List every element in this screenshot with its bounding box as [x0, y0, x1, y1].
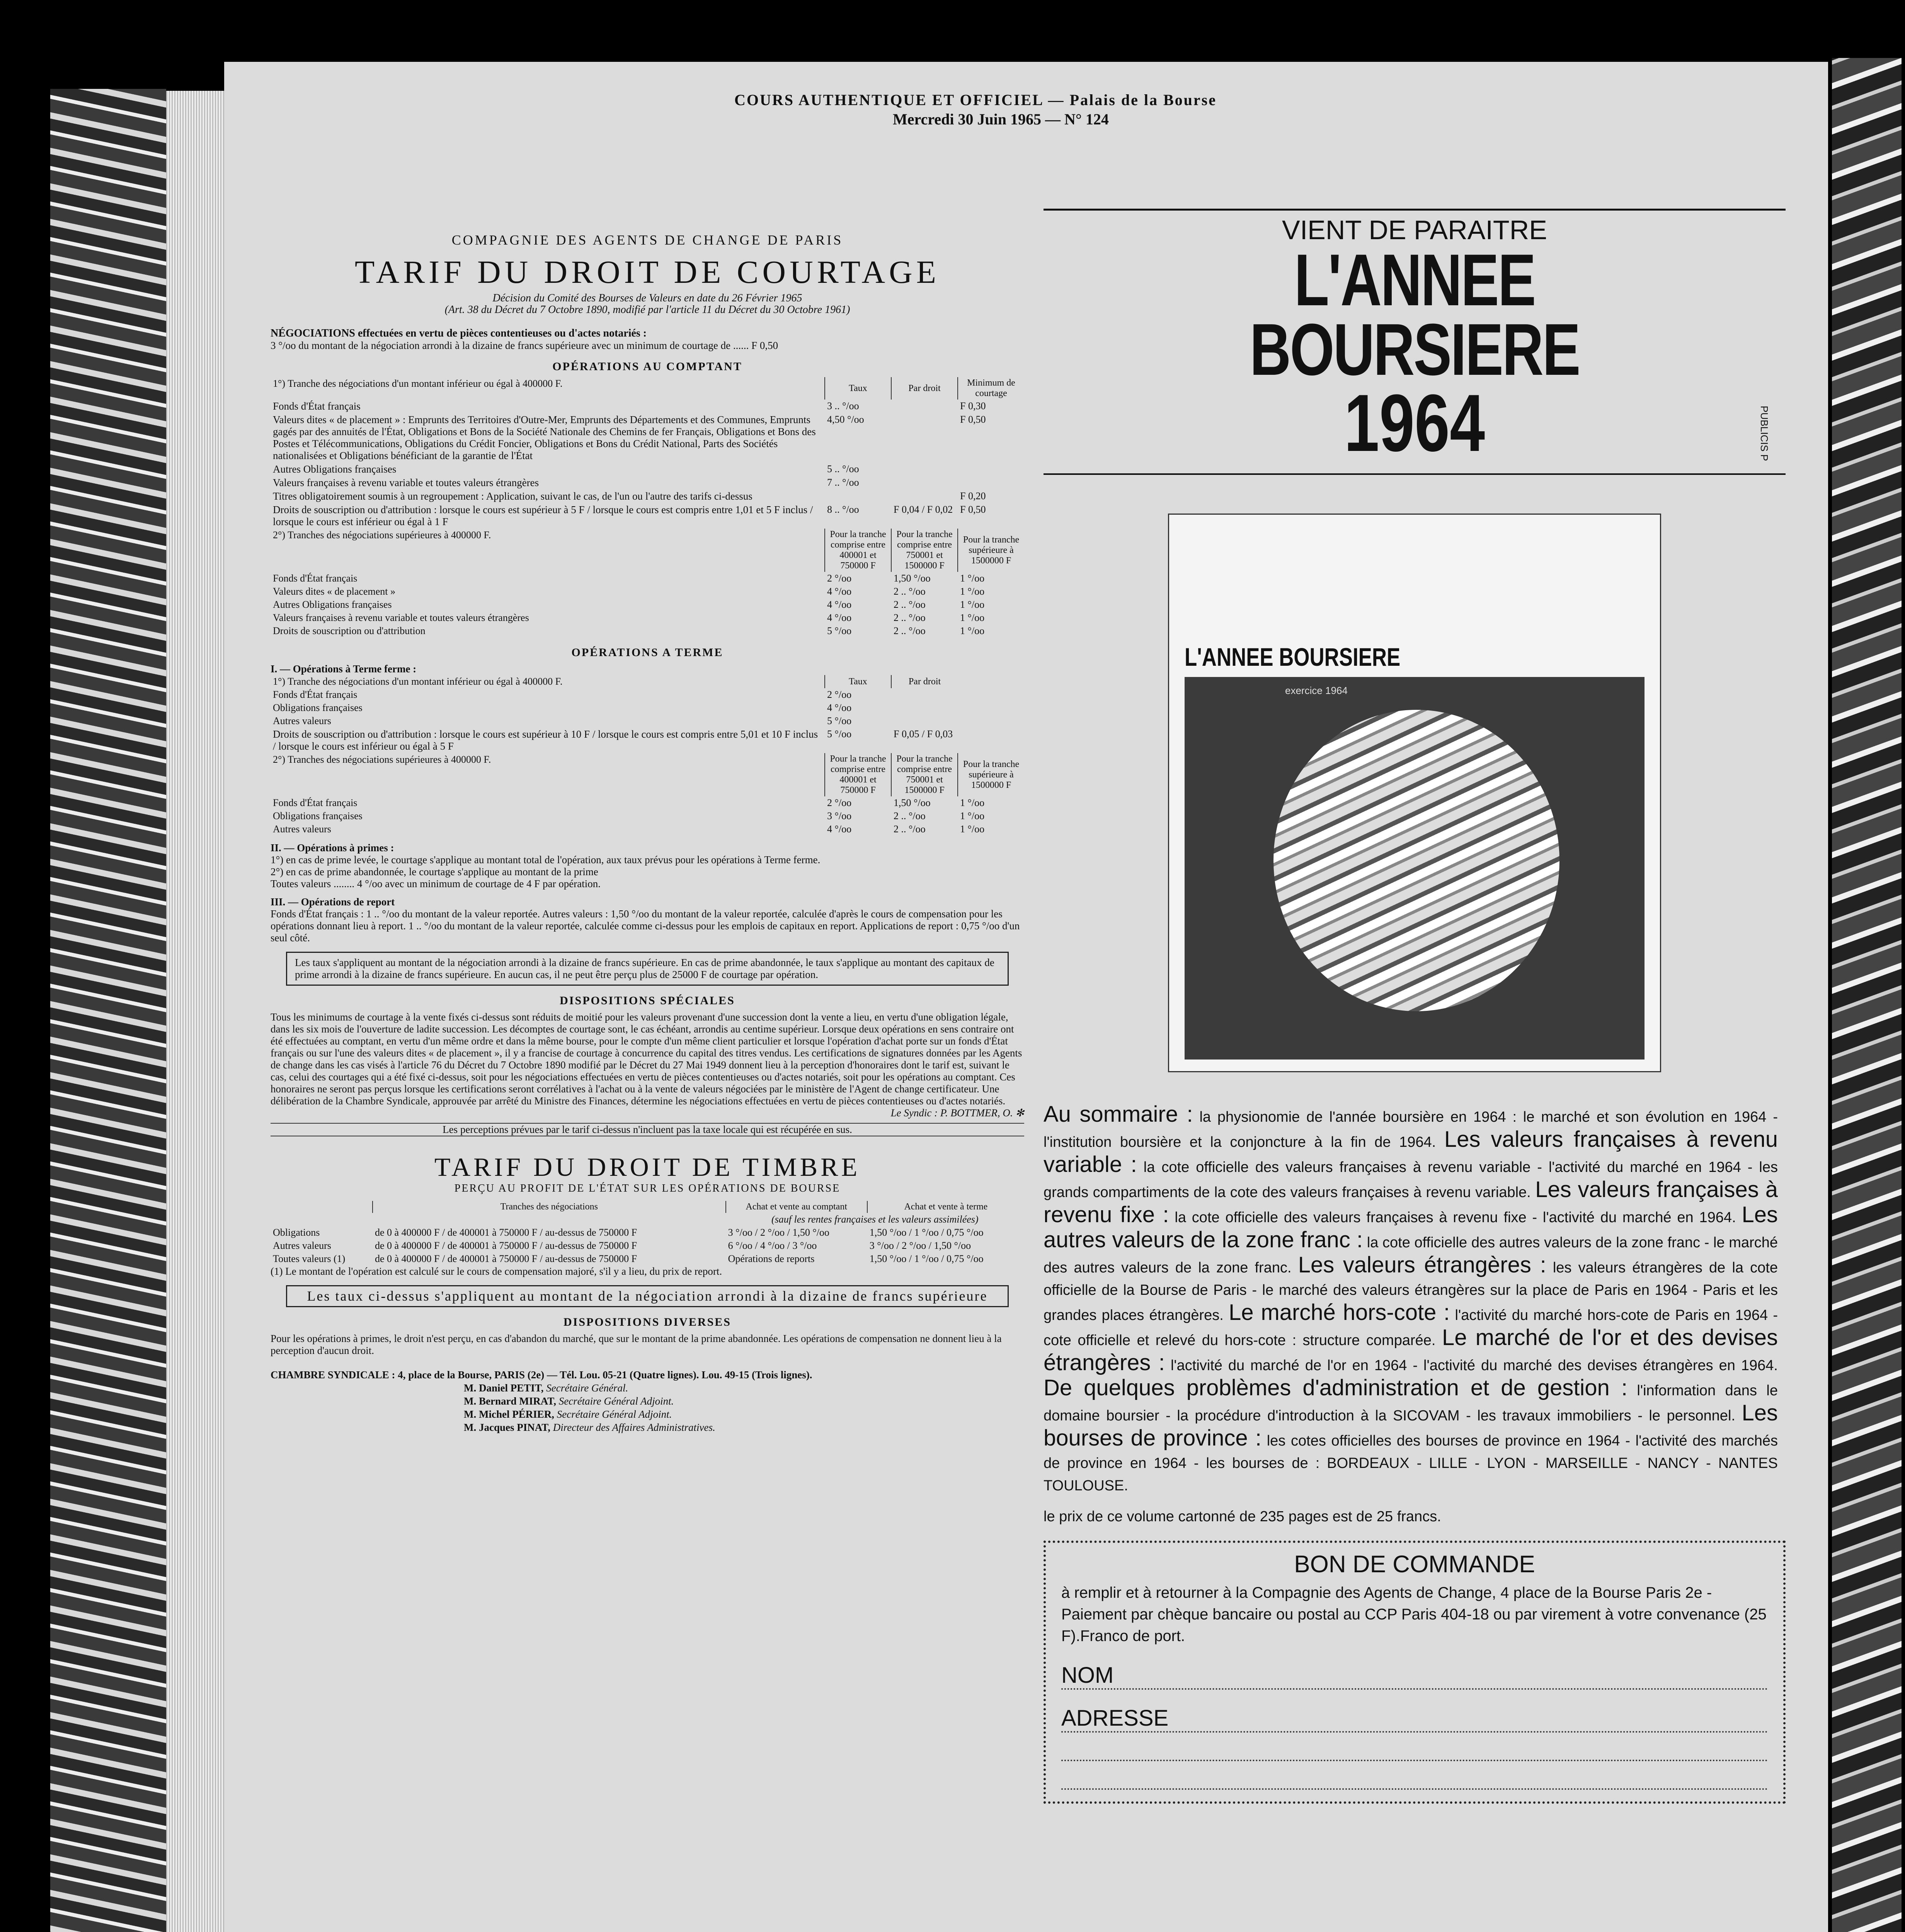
table-row: Valeurs dites « de placement » : Emprunts des Territoires d'Outre-Mer, Emprunts des Départements et des Communes, Emprunts gagés par des annuités de l'État, Obligations et Bons de la Société Nationale des Chemins de fer Français, Obligations et Bons des Postes et Télécommunications, Obligations du Crédit Foncier, Obligations et Bons du Crédit National, Parts des Sociétés nationalisées et Obligations bénéficiant de la garantie de l'État 4,50 °/oo F 0,50 [273, 414, 986, 461]
col-tranches: Tranches des négociations [373, 1201, 726, 1213]
comptant-table-2 [271, 529, 1024, 638]
table-row: Droits de souscription ou d'attribution : lorsque le cours est supérieur à 5 F / lorsque le cours est compris entre 1,01 et 5 F inclus / lorsque le cours est inférieur ou égal à 1 F 8 .. °/oo F 0,04 / F 0,02 F 0,50 [273, 504, 986, 527]
stairs-photo-circle [1273, 710, 1559, 1011]
adresse-field[interactable]: ADRESSE [1061, 1705, 1768, 1733]
tranche-col-3: Pour la tranche supérieure à 1500000 F [958, 529, 1024, 572]
company-name: COMPAGNIE DES AGENTS DE CHANGE DE PARIS [451, 232, 843, 248]
ad-price: le prix de ce volume cartonné de 235 pages est de 25 francs. [1044, 1509, 1441, 1525]
table-row: Autres valeurs 5 °/oo [273, 715, 852, 726]
table-row: Autres valeurs 4 °/oo 2 .. °/oo 1 °/oo [273, 823, 985, 835]
timbre-box: Les taux ci-dessus s'appliquent au montant de la négociation arrondi à la dizaine de francs supérieure [286, 1285, 1009, 1307]
col-terme: Achat et vente à terme [867, 1201, 1024, 1213]
courtage-title: TARIF DU DROIT DE COURTAGE [355, 254, 940, 290]
speciales-text: Tous les minimums de courtage à la vente fixés ci-dessus sont réduits de moitié pour les valeurs provenant d'une succession dont la vente a lieu, en vertu d'une obligation légale, dans les six mois de l'ouverture de ladite succession. Les décomptes de courtage sont, le cas échéant, arrondis au centime supérieur. Lorsque deux opérations en sens contraire ont été effectuées au comptant, en vertu d'un même ordre et dans la même bourse, pour le compte d'un même client particulier et lorsque l'opération d'achat porte sur un fonds d'État français ou sur l'une des valeurs dites « de placement », il y a francise de courtage à concurrence du capital des titres vendus. Les certifications de signatures données par les Agents de change dans les cas visés à l'article 76 du Décret du 7 Octobre 1890 modifié par le Décret du 27 Mai 1949 donnent lieu à la perception d'honoraires dont le tarif est, suivant le cas, celui des courtages qui a été fixé ci-dessus, soit pour les négociations effectuées en vertu de pièces contentieuses ou d'actes notariés, soit pour les opérations au comptant. Ces honoraires ne seront pas perçus lorsque les certifications seront corrélatives à l'achat ou à la vente de valeurs négociées par le ministère de l'Agent de change certificateur. Une délibération de la Chambre Syndicale, approuvée par arrêté du Ministre des Finances, détermine les négociations effectuées en vertu de pièces contentieuses ou d'actes notariés. [271, 1011, 1022, 1107]
address-line[interactable] [1061, 1752, 1768, 1761]
table-row: Obligations de 0 à 400000 F / de 400001 à 750000 F / au-dessus de 750000 F 3 °/oo / 2 °/oo / 1,50 °/oo 1,50 °/oo / 1 °/oo / 0,75 °/oo [273, 1227, 984, 1238]
book-photo [1185, 677, 1645, 1060]
perceptions: Les perceptions prévues par le tarif ci-dessus n'incluent pas la taxe locale qui est récupérée en sus. [271, 1123, 1024, 1136]
summary-item: Les valeurs françaises à revenu fixe : la cote officielle des valeurs françaises à revenu fixe - l'activité du marché en 1964. [1044, 1177, 1778, 1227]
primes-2: 2°) en cas de prime abandonnée, le courtage s'applique au montant de la prime [271, 866, 598, 878]
pages-edge [166, 91, 224, 1932]
negociations-text: 3 °/oo du montant de la négociation arrondi à la dizaine de francs supérieure avec un minimum de courtage de ...... F 0,50 [271, 340, 778, 351]
table-row: Obligations françaises 4 °/oo [273, 702, 852, 713]
negociations-title: NÉGOCIATIONS effectuées en vertu de pièces contentieuses ou d'actes notariés : [271, 327, 647, 339]
col-minimum: Minimum de courtage [958, 377, 1024, 400]
table-row: Valeurs françaises à revenu variable et toutes valeurs étrangères 7 .. °/oo [273, 477, 859, 488]
address-line[interactable] [1061, 1781, 1768, 1790]
table-row: Autres Obligations françaises 4 °/oo 2 .. °/oo 1 °/oo [273, 599, 985, 610]
table-row: Obligations françaises 3 °/oo 2 .. °/oo 1 °/oo [273, 810, 985, 821]
book-exercice: exercice 1964 [1285, 685, 1348, 696]
timbre-footnote: (1) Le montant de l'opération est calculé sur le cours de compensation majoré, s'il y a lieu, du prix de report. [271, 1265, 722, 1277]
timbre-table [271, 1201, 1024, 1265]
table-row: Fonds d'État français 2 °/oo 1,50 °/oo 1 °/oo [273, 797, 985, 808]
ad-title: L'ANNEE BOURSIERE [1250, 239, 1580, 391]
table-row: Valeurs dites « de placement » 4 °/oo 2 .. °/oo 1 °/oo [273, 586, 985, 597]
list-item: M. Jacques PINAT, Directeur des Affaires Administratives. [464, 1422, 715, 1433]
summary-item: De quelques problèmes d'administration et de gestion : l'information dans le domaine boursier - la procédure d'introduction à la SICOVAM - les travaux immobiliers - le personnel. [1044, 1375, 1778, 1424]
terme-title: OPÉRATIONS A TERME [571, 646, 724, 659]
decision-line1: Décision du Comité des Bourses de Valeurs en date du 26 Février 1965 [492, 292, 802, 304]
diverses-title: DISPOSITIONS DIVERSES [563, 1316, 731, 1328]
advertisement [1044, 209, 1786, 1804]
header-line2: Mercredi 30 Juin 1965 — N° 124 [893, 111, 1109, 128]
summary-item: Les bourses de province : les cotes officielles des bourses de province en 1964 - l'activité des marchés de province en 1964 - les bourses de : BORDEAUX - LILLE - LYON - MARSEILLE - NANCY - NANTES TOULOUSE. [1044, 1400, 1778, 1494]
report-text: Fonds d'État français : 1 .. °/oo du montant de la valeur reportée. Autres valeurs : 1,50 °/oo du montant de la valeur reportée, calculée d'après le cours de compensation pour les opérations donnant lieu à report. 1 .. °/oo du montant de la valeur reportée, calculée comme ci-dessus pour les emplois de capitaux en report. Applications de report : 0,75 °/oo d'un seul côté. [271, 908, 1020, 944]
speciales-title: DISPOSITIONS SPÉCIALES [560, 994, 735, 1007]
table-row: Fonds d'État français 2 °/oo 1,50 °/oo 1 °/oo [273, 573, 985, 584]
binding-left [50, 89, 166, 1932]
decision-line2: (Art. 38 du Décret du 7 Octobre 1890, modifié par l'article 11 du Décret du 30 Octobre 1961) [444, 304, 850, 316]
tranche2-label: 2°) Tranches des négociations supérieures à 400000 F. [273, 529, 491, 541]
nom-field[interactable]: NOM [1061, 1662, 1768, 1690]
summary-item: Les valeurs étrangères : les valeurs étrangères de la cote officielle de la Bourse de Paris - le marché des valeurs étrangères sur la place de Paris en 1964 - Paris et les grandes places étrangères. [1044, 1252, 1778, 1323]
binding-right [1832, 58, 1902, 1932]
table-row: Autres Obligations françaises 5 .. °/oo [273, 463, 859, 475]
terme-table-1: 1°) Tranche des négociations d'un montant inférieur ou égal à 400000 F. Taux Par droit Fonds d'État français 2 °/oo Obligations françaises 4 °/oo Autres valeurs 5 °/oo Droits de souscription ou d'attribution : lorsque le cours est supérieur à 10 F / lorsque le cours est compris entre 5,01 et 10 F inclus / lorsque le cours est inférieur ou égal à 5 F 5 °/oo F 0,05 / F 0,03 [271, 675, 1024, 753]
courtage-box: Les taux s'appliquent au montant de la négociation arrondi à la dizaine de francs supérieure. En cas de prime abandonnée, le taux s'applique au montant des capitaux de prime arrondi à la dizaine de francs supérieure. En aucun cas, il ne peut être perçu plus de 25000 F de courtage par opération. [286, 952, 1009, 986]
table-row: Valeurs françaises à revenu variable et toutes valeurs étrangères 4 °/oo 2 .. °/oo 1 °/oo [273, 612, 985, 623]
table-row: Fonds d'État français 2 °/oo [273, 689, 852, 700]
tranche-col-2: Pour la tranche comprise entre 750001 et 1500000 F [891, 529, 958, 572]
syndic: Le Syndic : P. BOTTMER, O. ✻ [890, 1107, 1024, 1119]
summary-item: Au sommaire : la physionomie de l'année boursière en 1964 : le marché et son évolution en 1964 - l'institution boursière et la conjoncture à la fin de 1964. [1044, 1102, 1778, 1150]
primes-3: Toutes valeurs ........ 4 °/oo avec un minimum de courtage de 4 F par opération. [271, 878, 601, 889]
ad-summary [1044, 1103, 1786, 1497]
terme-table-2: 2°) Tranches des négociations supérieures à 400000 F. Pour la tranche comprise entre 400001 et 750000 F Pour la tranche comprise entre 750001 et 1500000 F Pour la tranche supérieure à 1500000 F Fonds d'État français 2 °/oo 1,50 °/oo 1 °/oo Obligations françaises 3 °/oo 2 .. °/oo 1 °/oo Autres valeurs 4 °/oo 2 .. °/oo 1 °/oo [271, 753, 1024, 836]
ad-header [1044, 209, 1786, 468]
chambre-syndicale: CHAMBRE SYNDICALE : 4, place de la Bourse, PARIS (2e) — Tél. Lou. 05-21 (Quatre lignes). Lou. 49-15 (Trois lignes). M. Daniel PETIT, Secrétaire Général. M. Bernard MIRAT, Secrétaire Général Adjoint. M. Michel PÉRIER, Secrétaire Général Adjoint. M. Jacques PINAT, Directeur des Affaires Administratives. [271, 1368, 1024, 1434]
table-row: Droits de souscription ou d'attribution 5 °/oo 2 .. °/oo 1 °/oo [273, 625, 985, 636]
terme-ferme-title: I. — Opérations à Terme ferme : [271, 663, 417, 675]
primes-1: 1°) en cas de prime levée, le courtage s'applique au montant total de l'opération, aux taux prévus pour les opérations à Terme ferme. [271, 854, 821, 866]
book-cover-image [1168, 514, 1661, 1072]
report-title: III. — Opérations de report [271, 896, 395, 908]
vient-de-paraitre: VIENT DE PARAITRE [1282, 215, 1547, 245]
left-column [271, 232, 1024, 1434]
comptant-table-1 [271, 377, 1024, 529]
book-title: L'ANNEE BOURSIERE [1185, 643, 1401, 671]
timbre-title: TARIF DU DROIT DE TIMBRE [434, 1152, 861, 1182]
diverses-text: Pour les opérations à primes, le droit n'est perçu, en cas d'abandon du marché, que sur le montant de la prime abandonnée. Les opérations de compensation ne donnent lieu à la perception d'aucun droit. [271, 1333, 1002, 1356]
list-item: M. Daniel PETIT, Secrétaire Général. [464, 1382, 628, 1394]
order-form-title: BON DE COMMANDE [1294, 1551, 1535, 1578]
summary-item: Les autres valeurs de la zone franc : la cote officielle des autres valeurs de la zone franc - le marché des autres valeurs de la zone franc. [1044, 1202, 1778, 1276]
table-row: Autres valeurs de 0 à 400000 F / de 400001 à 750000 F / au-dessus de 750000 F 6 °/oo / 4 °/oo / 3 °/oo 3 °/oo / 2 °/oo / 1,50 °/oo [273, 1240, 971, 1251]
col-comptant: Achat et vente au comptant [726, 1201, 867, 1213]
divider [1044, 473, 1786, 475]
list-item: M. Michel PÉRIER, Secrétaire Général Adjoint. [464, 1408, 672, 1420]
summary-item: Les valeurs françaises à revenu variable : la cote officielle des valeurs françaises à revenu variable - l'activité du marché en 1964 - les grands compartiments de la cote des valeurs françaises à revenu variable. [1044, 1127, 1778, 1201]
order-form-text: à remplir et à retourner à la Compagnie des Agents de Change, 4 place de la Bourse Paris 2e - Paiement par chèque bancaire ou postal au CCP Paris 404-18 ou par virement à votre convenance (25 F).Franco de port. [1061, 1584, 1767, 1645]
table-row: Toutes valeurs (1) de 0 à 400000 F / de 400001 à 750000 F / au-dessus de 750000 F Opérations de reports 1,50 °/oo / 1 °/oo / 0,75 °/oo [273, 1253, 984, 1264]
comptant-title: OPÉRATIONS AU COMPTANT [552, 360, 742, 373]
publicis-credit: PUBLICIS P [1759, 406, 1770, 461]
table-row: Fonds d'État français 3 .. °/oo F 0,30 [273, 400, 986, 412]
tranche-col-1: Pour la tranche comprise entre 400001 et 750000 F [825, 529, 891, 572]
order-form [1044, 1541, 1786, 1804]
timbre-subtitle: PERÇU AU PROFIT DE L'ÉTAT SUR LES OPÉRATIONS DE BOURSE [454, 1182, 841, 1194]
summary-item: Le marché hors-cote : l'activité du marché hors-cote de Paris en 1964 - cote officielle et relevé du hors-cote : structure comparée. [1044, 1300, 1778, 1349]
col-par-droit: Par droit [891, 377, 958, 400]
timbre-note: (sauf les rentes françaises et les valeurs assimilées) [771, 1214, 979, 1225]
ad-year: 1964 [1344, 378, 1485, 468]
tranche1-label: 1°) Tranche des négociations d'un montant inférieur ou égal à 400000 F. [273, 378, 563, 389]
col-taux: Taux [825, 377, 891, 400]
list-item: M. Bernard MIRAT, Secrétaire Général Adjoint. [464, 1395, 674, 1407]
header-line1: COURS AUTHENTIQUE ET OFFICIEL — Palais de la Bourse [734, 91, 1217, 109]
table-row: Droits de souscription ou d'attribution : lorsque le cours est supérieur à 10 F / lorsque le cours est compris entre 5,01 et 10 F inclus / lorsque le cours est inférieur ou égal à 5 F 5 °/oo F 0,05 / F 0,03 [273, 728, 953, 752]
summary-item: Le marché de l'or et des devises étrangères : l'activité du marché de l'or en 1964 - l'activité du marché des devises étrangères en 1964. [1044, 1325, 1778, 1375]
table-row: Titres obligatoirement soumis à un regroupement : Application, suivant le cas, de l'un ou l'autre des tarifs ci-dessus F 0,20 [273, 490, 986, 502]
primes-title: II. — Opérations à primes : [271, 842, 394, 854]
